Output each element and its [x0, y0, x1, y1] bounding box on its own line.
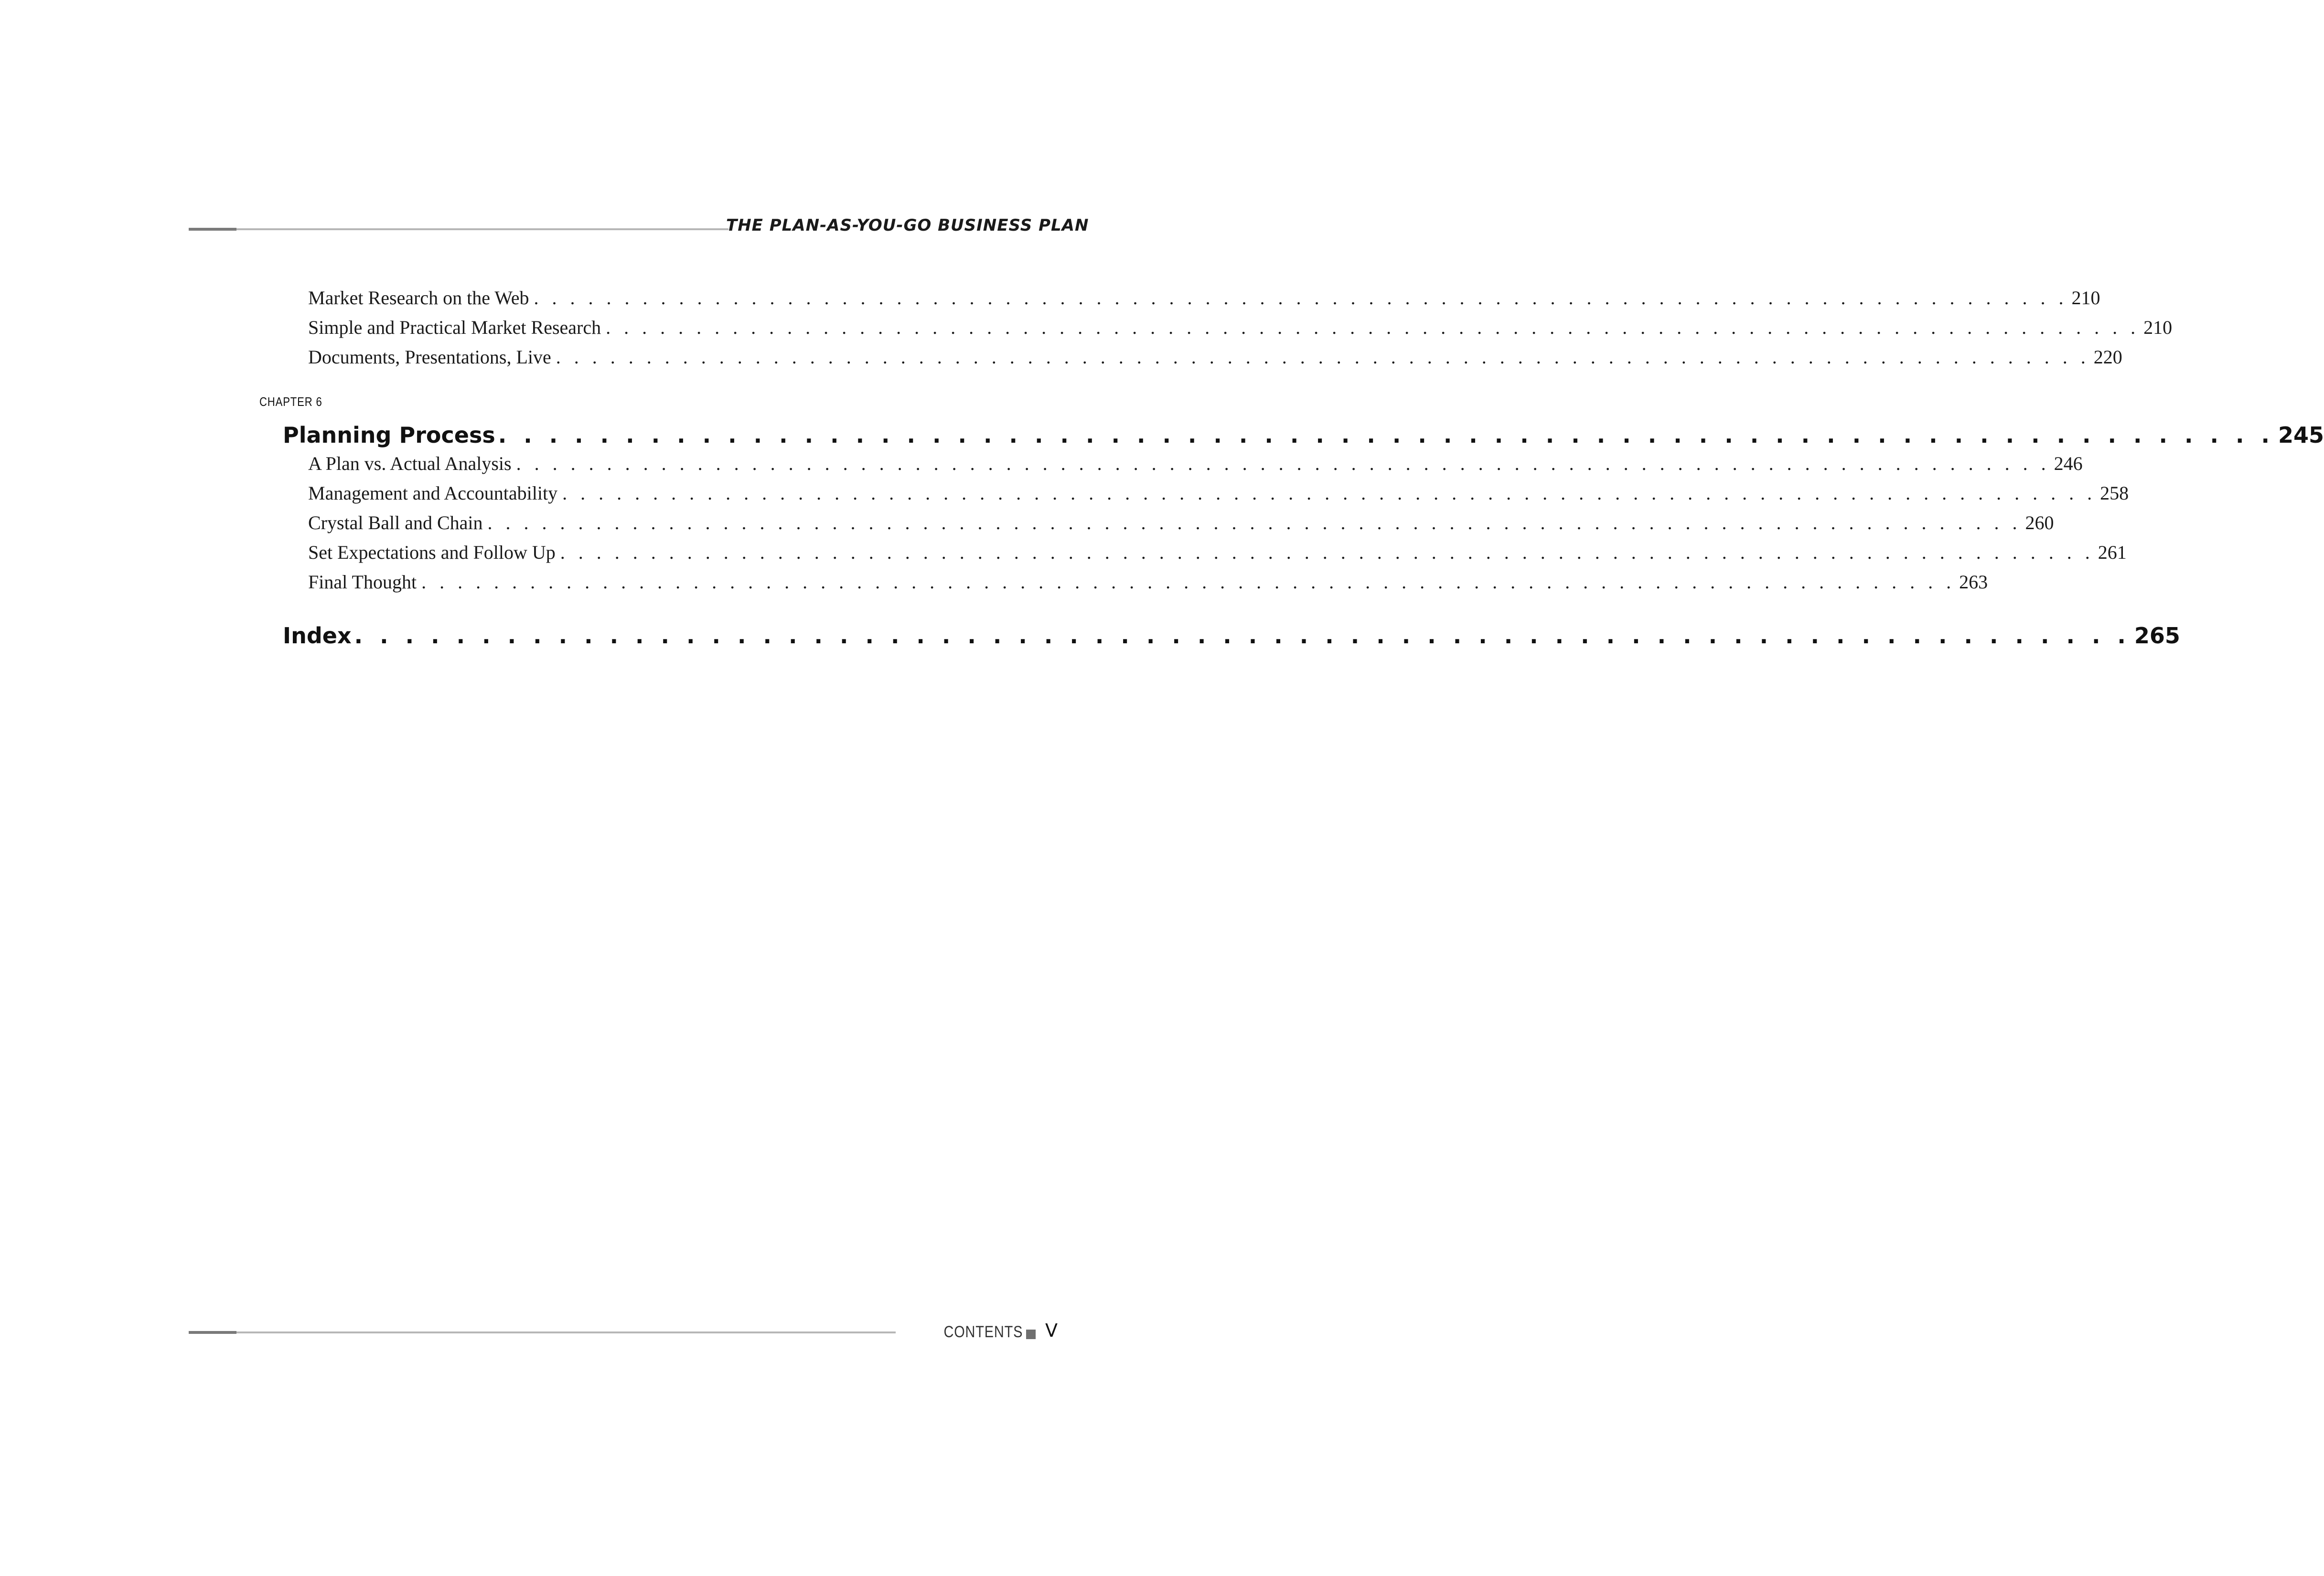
- running-head-title: THE PLAN-AS-YOU-GO BUSINESS PLAN: [726, 216, 1089, 235]
- toc-entry[interactable]: [308, 445, 2083, 475]
- toc-entry-page: 246: [2054, 453, 2083, 474]
- toc-entry-page: 260: [2025, 512, 2054, 533]
- toc-index-heading[interactable]: [283, 615, 2180, 649]
- header-rule-accent: [189, 228, 236, 231]
- toc-entry[interactable]: [308, 534, 2127, 564]
- toc-entry-page: 210: [2071, 287, 2100, 309]
- header-rule: [189, 228, 728, 230]
- toc-entry-page: 258: [2100, 482, 2129, 504]
- dot-leader: . . . . . . . . . . . . . . . . . . . . . . . . . . . . . . . . . . . . . . . . . . . . . . . . . . . . . . . . . . . . . . . . . . . . . . . . . . . . . . . . . . . . .: [562, 482, 2097, 504]
- toc-entry-page: 261: [2098, 542, 2127, 563]
- chapter-label: CHAPTER 6: [259, 394, 322, 409]
- toc-entry[interactable]: [308, 504, 2054, 534]
- toc-entry-title: Final Thought: [308, 571, 417, 593]
- toc-entry-title: A Plan vs. Actual Analysis: [308, 453, 512, 474]
- chapter-title: Planning Process: [283, 422, 495, 448]
- dot-leader: . . . . . . . . . . . . . . . . . . . . . . . . . . . . . . . . . . . . . . . . . . . . . . . . . . . . . . . . . . . . . . . . . . . . . . . . . . . . . . . . . . . . .: [556, 346, 2090, 368]
- dot-leader: . . . . . . . . . . . . . . . . . . . . . . . . . . . . . . . . . . . . . . . . . . . . . . . . . . . . . . . . . . . . . . . . . . . . . . . . . . . . . . . . . . . . .: [560, 542, 2094, 563]
- index-title: Index: [283, 623, 352, 649]
- dot-leader: . . . . . . . . . . . . . . . . . . . . . . . . . . . . . . . . . . . . . . . . . . . . . . . . . . . . . . . . . . . . . . . . . . . . . . . . . . . . . . . . . . . . .: [421, 571, 1956, 593]
- toc-entry-title: Documents, Presentations, Live: [308, 346, 551, 368]
- toc-entry-page: 220: [2093, 346, 2122, 368]
- square-bullet-icon: [1026, 1330, 1036, 1339]
- toc-entry[interactable]: [308, 475, 2129, 504]
- dot-leader: . . . . . . . . . . . . . . . . . . . . . . . . . . . . . . . . . . . . . . . . . . . . . . . . . . . . . . . . . . . . . . . . . . . . . .: [498, 422, 2274, 448]
- toc-entry[interactable]: [308, 279, 2100, 309]
- toc-entry-page: 263: [1959, 571, 1988, 593]
- toc-entry-title: Management and Accountability: [308, 482, 558, 504]
- footer-section-label: CONTENTS: [943, 1323, 1023, 1341]
- dot-leader: . . . . . . . . . . . . . . . . . . . . . . . . . . . . . . . . . . . . . . . . . . . . . . . . . . . . . . . . . . . . . . . . . . . . . . . . . . . . . . . . . . . . .: [534, 287, 2068, 309]
- toc-entry[interactable]: [308, 309, 2173, 339]
- index-page: 265: [2134, 623, 2180, 649]
- toc-entry[interactable]: [308, 564, 1988, 593]
- toc-entry-page: 210: [2143, 317, 2173, 338]
- footer-rule-accent: [189, 1331, 236, 1334]
- toc-entry-title: Simple and Practical Market Research: [308, 317, 601, 338]
- toc-entry-title: Market Research on the Web: [308, 287, 529, 309]
- dot-leader: . . . . . . . . . . . . . . . . . . . . . . . . . . . . . . . . . . . . . . . . . . . . . . . . . . . . . . . . . . . . . . . . . . . . . .: [354, 623, 2131, 649]
- dot-leader: . . . . . . . . . . . . . . . . . . . . . . . . . . . . . . . . . . . . . . . . . . . . . . . . . . . . . . . . . . . . . . . . . . . . . . . . . . . . . . . . . . . . .: [516, 453, 2050, 474]
- footer-rule: [189, 1331, 896, 1333]
- toc-chapter-heading[interactable]: [283, 415, 2324, 448]
- dot-leader: . . . . . . . . . . . . . . . . . . . . . . . . . . . . . . . . . . . . . . . . . . . . . . . . . . . . . . . . . . . . . . . . . . . . . . . . . . . . . . . . . . . . .: [487, 512, 2022, 533]
- toc-entry[interactable]: [308, 339, 2122, 368]
- toc-entry-title: Set Expectations and Follow Up: [308, 542, 556, 563]
- dot-leader: . . . . . . . . . . . . . . . . . . . . . . . . . . . . . . . . . . . . . . . . . . . . . . . . . . . . . . . . . . . . . . . . . . . . . . . . . . . . . . . . . . . . .: [606, 317, 2140, 338]
- chapter-page: 245: [2278, 422, 2324, 448]
- toc-entry-title: Crystal Ball and Chain: [308, 512, 483, 533]
- page-number: V: [1045, 1320, 1058, 1341]
